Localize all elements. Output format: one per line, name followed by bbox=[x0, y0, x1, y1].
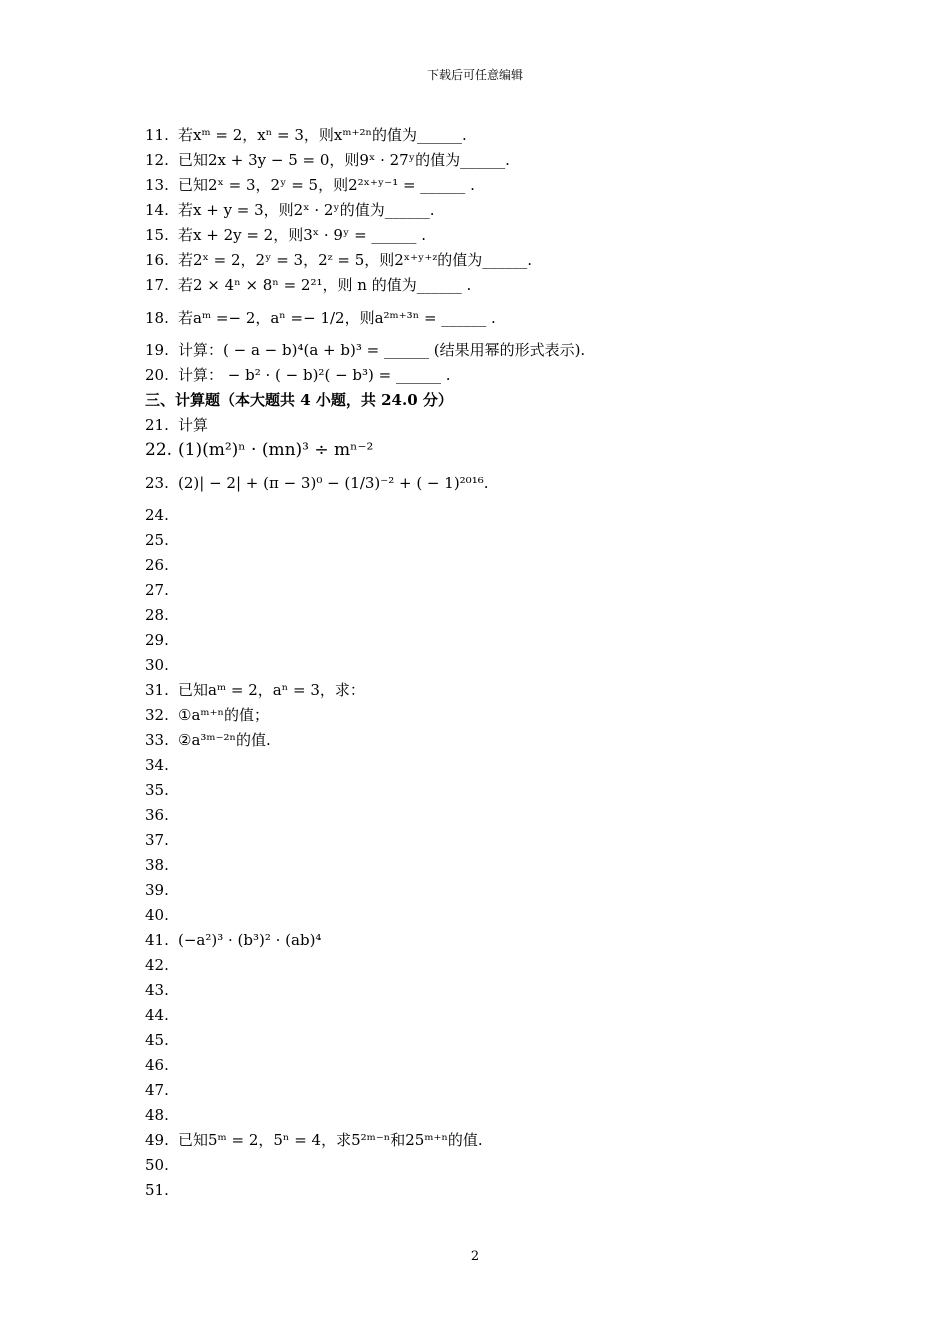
question-number: 11. bbox=[145, 126, 169, 144]
question-number: 16. bbox=[145, 251, 169, 269]
question-line bbox=[145, 753, 825, 778]
section-heading bbox=[145, 388, 825, 413]
question-number: 14. bbox=[145, 201, 169, 219]
question-number: 39. bbox=[145, 881, 169, 899]
question-line bbox=[145, 803, 825, 828]
question-number: 32. bbox=[145, 706, 169, 724]
question-text: 已知2ˣ = 3，2ʸ = 5，则2²ˣ⁺ʸ⁻¹ = ______ . bbox=[178, 176, 475, 194]
question-number: 29. bbox=[145, 631, 169, 649]
question-number: 27. bbox=[145, 581, 169, 599]
question-line bbox=[145, 123, 825, 148]
question-line bbox=[145, 1153, 825, 1178]
question-text: 若2ˣ = 2，2ʸ = 3，2ᶻ = 5，则2ˣ⁺ʸ⁺ᶻ的值为______. bbox=[178, 251, 533, 269]
question-line bbox=[145, 1128, 825, 1153]
question-text: 计算 bbox=[178, 416, 209, 434]
question-line bbox=[145, 978, 825, 1003]
question-line bbox=[145, 903, 825, 928]
question-line bbox=[145, 678, 825, 703]
question-number: 25. bbox=[145, 531, 169, 549]
question-line bbox=[145, 703, 825, 728]
question-number: 19. bbox=[145, 341, 169, 359]
question-number: 35. bbox=[145, 781, 169, 799]
question-number: 23. bbox=[145, 474, 169, 492]
question-line bbox=[145, 1103, 825, 1128]
question-line bbox=[145, 413, 825, 438]
page-header: 下载后可任意编辑 bbox=[426, 68, 523, 82]
question-line bbox=[145, 463, 825, 503]
question-number: 42. bbox=[145, 956, 169, 974]
question-line bbox=[145, 298, 825, 338]
question-line bbox=[145, 1078, 825, 1103]
question-line bbox=[145, 603, 825, 628]
question-line bbox=[145, 223, 825, 248]
question-number: 37. bbox=[145, 831, 169, 849]
question-text: 若aᵐ =− 2，aⁿ =− 1/2，则a²ᵐ⁺³ⁿ = ______ . bbox=[178, 309, 496, 327]
question-line bbox=[145, 363, 825, 388]
question-number: 17. bbox=[145, 276, 169, 294]
question-line bbox=[145, 953, 825, 978]
question-text: (2)| − 2| + (π − 3)⁰ − (1/3)⁻² + ( − 1)²⁰¹⁶. bbox=[178, 474, 489, 492]
question-line bbox=[145, 828, 825, 853]
question-line bbox=[145, 1028, 825, 1053]
question-line bbox=[145, 1053, 825, 1078]
question-number: 36. bbox=[145, 806, 169, 824]
question-line bbox=[145, 248, 825, 273]
section-heading-text: 三、计算题（本大题共 4 小题，共 24.0 分） bbox=[145, 391, 453, 409]
question-number: 47. bbox=[145, 1081, 169, 1099]
question-line bbox=[145, 878, 825, 903]
question-line bbox=[145, 853, 825, 878]
question-number: 40. bbox=[145, 906, 169, 924]
question-number: 43. bbox=[145, 981, 169, 999]
question-text: 已知5ᵐ = 2，5ⁿ = 4，求5²ᵐ⁻ⁿ和25ᵐ⁺ⁿ的值. bbox=[178, 1131, 483, 1149]
question-number: 46. bbox=[145, 1056, 169, 1074]
document-body bbox=[145, 123, 825, 1203]
question-text: 若xᵐ = 2，xⁿ = 3，则xᵐ⁺²ⁿ的值为______. bbox=[178, 126, 467, 144]
question-number: 28. bbox=[145, 606, 169, 624]
question-line bbox=[145, 503, 825, 528]
question-number: 20. bbox=[145, 366, 169, 384]
question-line bbox=[145, 778, 825, 803]
question-number: 38. bbox=[145, 856, 169, 874]
question-number: 13. bbox=[145, 176, 169, 194]
question-line bbox=[145, 1178, 825, 1203]
question-line bbox=[145, 553, 825, 578]
question-number: 50. bbox=[145, 1156, 169, 1174]
question-text: 已知aᵐ = 2，aⁿ = 3，求： bbox=[178, 681, 365, 699]
question-number: 34. bbox=[145, 756, 169, 774]
question-number: 22. bbox=[145, 440, 173, 460]
question-line bbox=[145, 273, 825, 298]
question-number: 12. bbox=[145, 151, 169, 169]
question-number: 15. bbox=[145, 226, 169, 244]
question-number: 24. bbox=[145, 506, 169, 524]
question-number: 48. bbox=[145, 1106, 169, 1124]
question-line bbox=[145, 653, 825, 678]
question-line bbox=[145, 1003, 825, 1028]
question-number: 18. bbox=[145, 309, 169, 327]
question-number: 33. bbox=[145, 731, 169, 749]
question-line bbox=[145, 528, 825, 553]
question-text: (1)(m²)ⁿ · (mn)³ ÷ mⁿ⁻² bbox=[178, 440, 374, 460]
question-number: 51. bbox=[145, 1181, 169, 1199]
question-number: 44. bbox=[145, 1006, 169, 1024]
question-number: 21. bbox=[145, 416, 169, 434]
question-number: 45. bbox=[145, 1031, 169, 1049]
question-line bbox=[145, 928, 825, 953]
question-text: (−a²)³ · (b³)² · (ab)⁴ bbox=[178, 931, 322, 949]
page-number: 2 bbox=[470, 1249, 480, 1264]
question-text: 若2 × 4ⁿ × 8ⁿ = 2²¹，则 n 的值为______ . bbox=[178, 276, 472, 294]
question-number: 49. bbox=[145, 1131, 169, 1149]
question-text: ①aᵐ⁺ⁿ的值； bbox=[178, 706, 269, 724]
question-text: 已知2x + 3y − 5 = 0，则9ˣ · 27ʸ的值为______. bbox=[178, 151, 510, 169]
question-number: 41. bbox=[145, 931, 169, 949]
question-number: 30. bbox=[145, 656, 169, 674]
question-text: 计算：( − a − b)⁴(a + b)³ = ______ (结果用幂的形式表示). bbox=[178, 341, 586, 359]
question-number: 26. bbox=[145, 556, 169, 574]
question-line bbox=[145, 198, 825, 223]
question-number: 31. bbox=[145, 681, 169, 699]
question-line bbox=[145, 728, 825, 753]
question-text: 计算： − b² · ( − b)²( − b³) = ______ . bbox=[178, 366, 451, 384]
question-line bbox=[145, 578, 825, 603]
question-text: 若x + y = 3，则2ˣ · 2ʸ的值为______. bbox=[178, 201, 435, 219]
question-line bbox=[145, 173, 825, 198]
question-text: ②a³ᵐ⁻²ⁿ的值. bbox=[178, 731, 271, 749]
question-line bbox=[145, 338, 825, 363]
question-line bbox=[145, 628, 825, 653]
question-line bbox=[145, 438, 825, 463]
question-text: 若x + 2y = 2，则3ˣ · 9ʸ = ______ . bbox=[178, 226, 426, 244]
question-line bbox=[145, 148, 825, 173]
